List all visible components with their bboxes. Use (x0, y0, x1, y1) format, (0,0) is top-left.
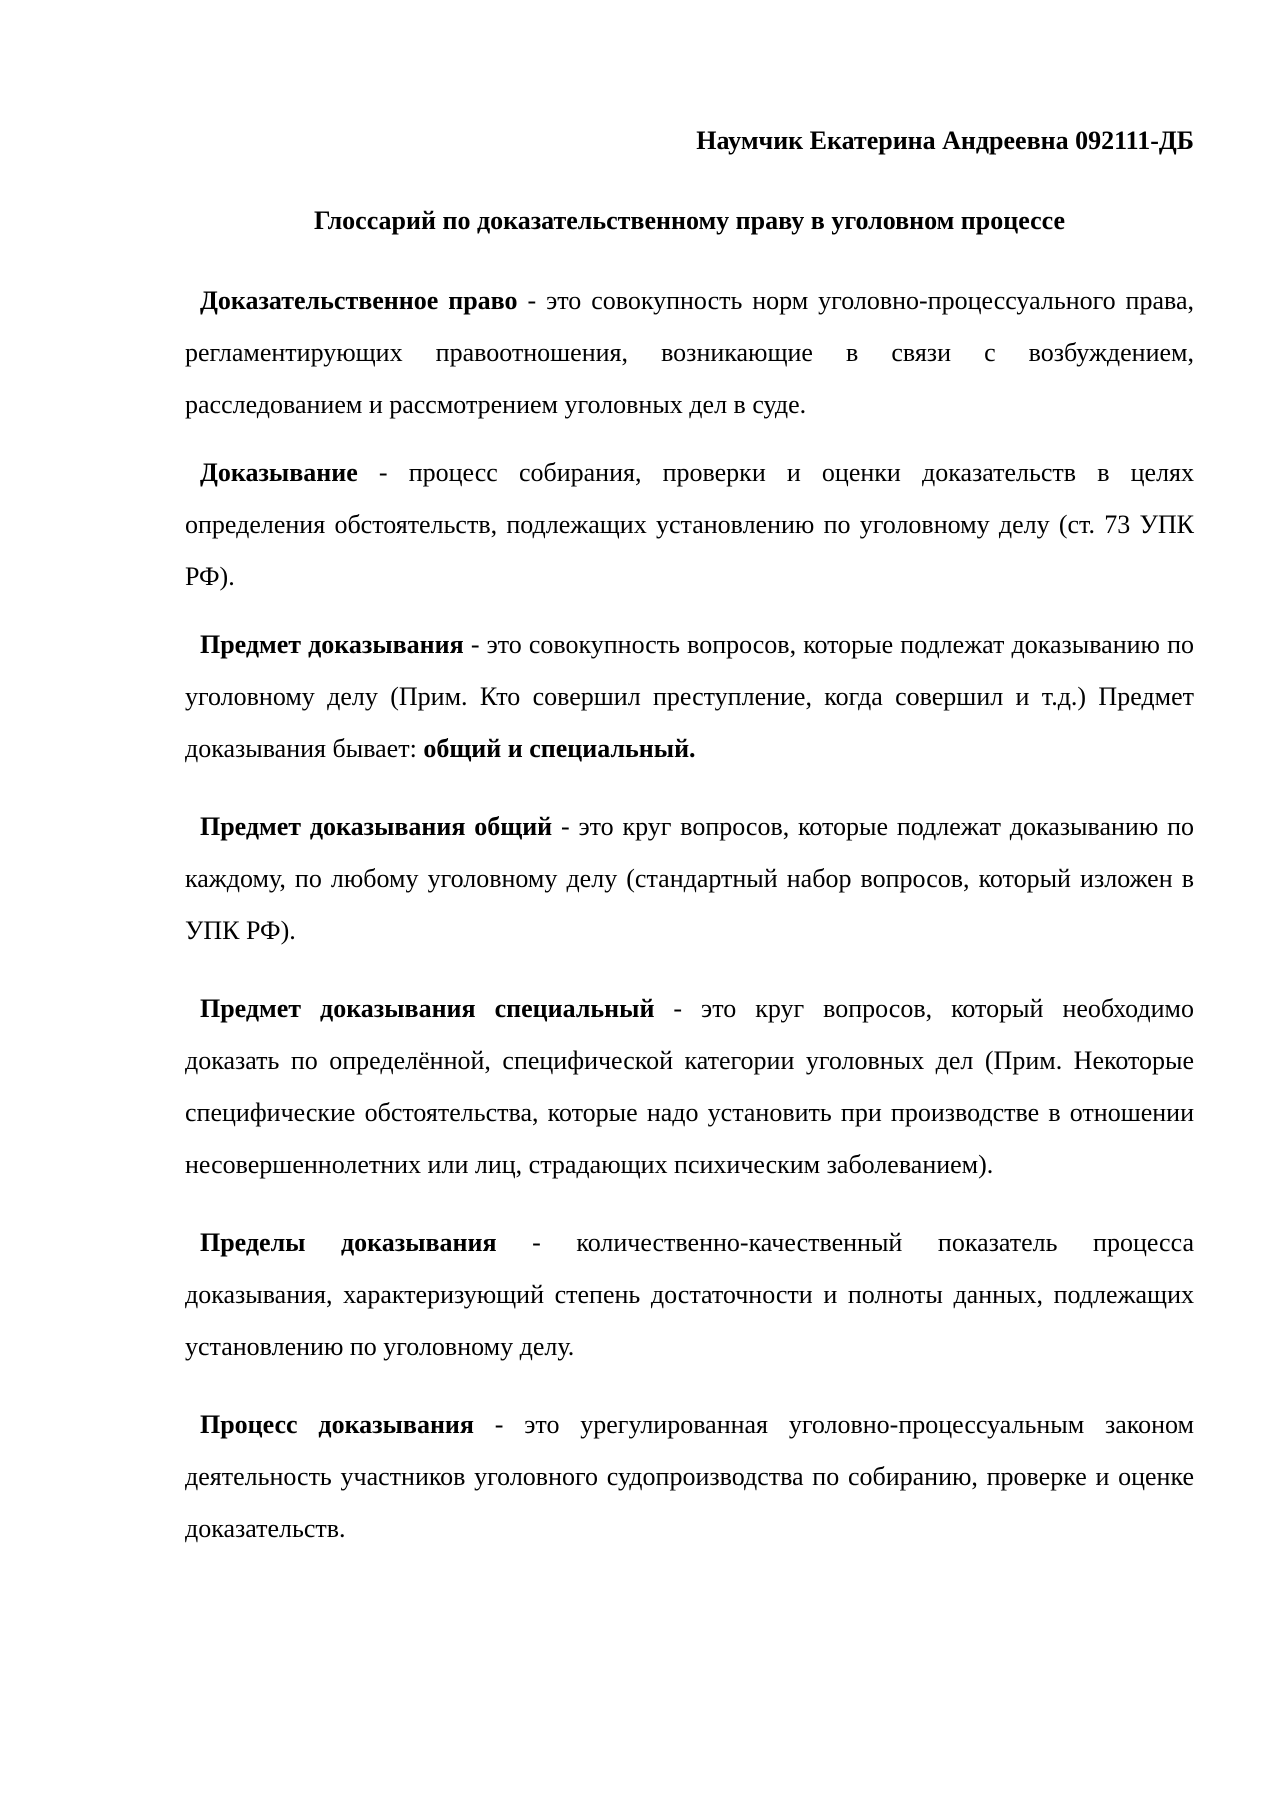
glossary-definition: - это совокупность вопросов, которые подлежат доказыванию по уголовному делу (Прим. Кто совершил преступление, когда совершил и т.д.) Предмет доказывания бывает: (185, 630, 1194, 763)
author-line: Наумчик Екатерина Андреевна 092111-ДБ (696, 126, 1194, 155)
document-title: Глоссарий по доказательственному праву в уголовном процессе (313, 206, 1066, 235)
glossary-entry (185, 1217, 1194, 1373)
glossary-list (185, 275, 1194, 1555)
glossary-entry (185, 983, 1194, 1191)
glossary-entry (185, 801, 1194, 957)
glossary-entry (185, 275, 1194, 431)
glossary-entry (185, 619, 1194, 775)
glossary-definition: - количественно-качественный показатель процесса доказывания, характеризующий степень достаточности и полноты данных, подлежащих установлению по уголовному делу. (185, 1228, 1194, 1361)
glossary-term: Доказательственное право (200, 286, 518, 315)
glossary-definition: - это круг вопросов, который необходимо доказать по определённой, специфической категории уголовных дел (Прим. Некоторые специфические обстоятельства, которые надо установить при производстве в отношении несовершеннолетних или лиц, страдающих психическим заболеванием). (185, 994, 1194, 1179)
glossary-definition: - это круг вопросов, которые подлежат доказыванию по каждому, по любому уголовному делу (стандартный набор вопросов, который изложен в УПК РФ). (185, 812, 1194, 945)
glossary-term: Пределы доказывания (200, 1228, 497, 1257)
glossary-term: Предмет доказывания общий (200, 812, 553, 841)
glossary-definition: - это совокупность норм уголовно-процессуального права, регламентирующих правоотношения, возникающие в связи с возбуждением, расследованием и рассмотрением уголовных дел в суде. (185, 286, 1194, 419)
glossary-term: Предмет доказывания специальный (200, 994, 655, 1023)
glossary-entry (185, 447, 1194, 603)
glossary-term: Процесс доказывания (200, 1410, 474, 1439)
glossary-definition: - это урегулированная уголовно-процессуальным законом деятельность участников уголовного судопроизводства по собиранию, проверке и оценке доказательств. (185, 1410, 1194, 1543)
glossary-term: Доказывание (200, 458, 358, 487)
glossary-entry (185, 1399, 1194, 1555)
glossary-definition: - процесс собирания, проверки и оценки доказательств в целях определения обстоятельств, подлежащих установлению по уголовному делу (ст. 73 УПК РФ). (185, 458, 1194, 591)
glossary-term: Предмет доказывания (200, 630, 464, 659)
glossary-definition-emphasis: общий и специальный. (423, 734, 696, 763)
